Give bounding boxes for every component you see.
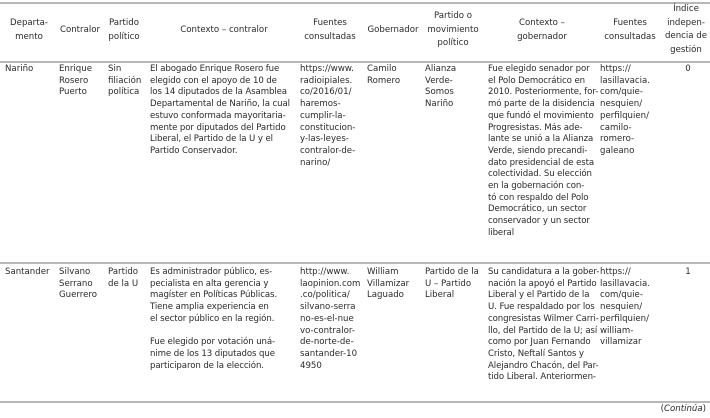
cell-contralor: Enrique Rosero Puerto [59, 64, 92, 98]
header-partido-movimiento: Partido o movimiento político [427, 11, 479, 48]
header-contexto-gobernador: Contexto – gobernador [517, 18, 567, 42]
cell-contexto-gobernador: Fue elegido senador por el Polo Democrático en 2010. Posteriormente, for- mó parte de la disidencia que fundó el movimiento Progresistas. Más ade- lante se unió a la Alianza Verde, siendo precandi- dato presidencial de esta colectividad. Su elección en la gobernación con- tó con respaldo del Polo Democrático, un sector conservador y un sector liberal [488, 64, 599, 238]
cell-partido-movimiento: Partido de la U – Partido Liberal [425, 267, 479, 301]
header-fuentes-contralor: Fuentes consultadas [304, 18, 356, 42]
continua-label: Continúa [664, 404, 703, 414]
continua-note: (Continúa) [660, 404, 706, 414]
cell-indice: 0 [685, 64, 691, 74]
cell-fuentes-contralor[interactable]: http://www. laopinion.com .co/politica/ silvano-serra no-es-el-nue vo-contralor- de-norte-de- santander-10 4950 [300, 267, 361, 371]
cell-gobernador: Camilo Romero [367, 64, 401, 86]
cell-contexto-gobernador: Su candidatura a la gober- nación la apoyó el Partido Liberal y el Partido de la U. Fue respaldado por los congresistas Wilmer Carri- llo, del Partido de la U; así como por Juan Fernando Cristo, Neftalí Santos y Alejandro Chacón, del Par- tido Liberal. Anteriormen- [488, 267, 600, 383]
header-contralor: Contralor [59, 25, 101, 35]
header-partido: Partido político [108, 18, 140, 42]
header-indice: Índice indepen- dencia de gestión [664, 4, 708, 55]
cell-partido: Sin filiación política [108, 64, 142, 98]
cell-departamento: Nariño [5, 64, 34, 74]
header-rule [0, 61, 710, 63]
cell-fuentes-gobernador[interactable]: https:// lasillavacia. com/quie- nesquien/ perfilquien/ camilo- romero- galeano [600, 64, 651, 156]
header-fuentes-gobernador: Fuentes consultadas [604, 18, 656, 42]
header-contexto-contralor: Contexto – contralor [180, 25, 268, 35]
cell-contexto-contralor: Es administrador público, es- pecialista en alta gerencia y magíster en Políticas Públicas. Tiene amplia experiencia en el sector público en la región. Fue elegido por votación uná- nime de los 13 diputados que participaron de la elección. [150, 267, 278, 371]
table-top-rule [0, 2, 710, 4]
cell-gobernador: William Villamizar Laguado [367, 267, 410, 301]
cell-indice: 1 [685, 267, 691, 277]
header-gobernador: Gobernador [367, 25, 419, 35]
cell-partido: Partido de la U [108, 267, 139, 289]
header-departamento: Departa- mento [10, 18, 48, 42]
cell-fuentes-contralor[interactable]: https://www. radioipiales. co/2016/01/ haremos- cumplir-la- constitucion- y-las-leyes- contralor-de- narino/ [300, 64, 356, 168]
row-rule [0, 262, 710, 264]
cell-partido-movimiento: Alianza Verde- Somos Nariño [425, 64, 457, 110]
cell-fuentes-gobernador[interactable]: https:// lasillavacia. com/quie- nesquien/ perfilquien/ william- villamizar [600, 267, 651, 348]
cell-departamento: Santander [5, 267, 50, 277]
cell-contralor: Silvano Serrano Guerrero [59, 267, 98, 301]
table-bottom-rule [0, 401, 710, 403]
cell-contexto-contralor: El abogado Enrique Rosero fue elegido con el apoyo de 10 de los 14 diputados de la Asamblea Departamental de Nariño, la cual estuvo conformada mayoritaria- mente por diputados del Partido Liberal, el Partido de la U y el Partido Conservador. [150, 64, 290, 156]
